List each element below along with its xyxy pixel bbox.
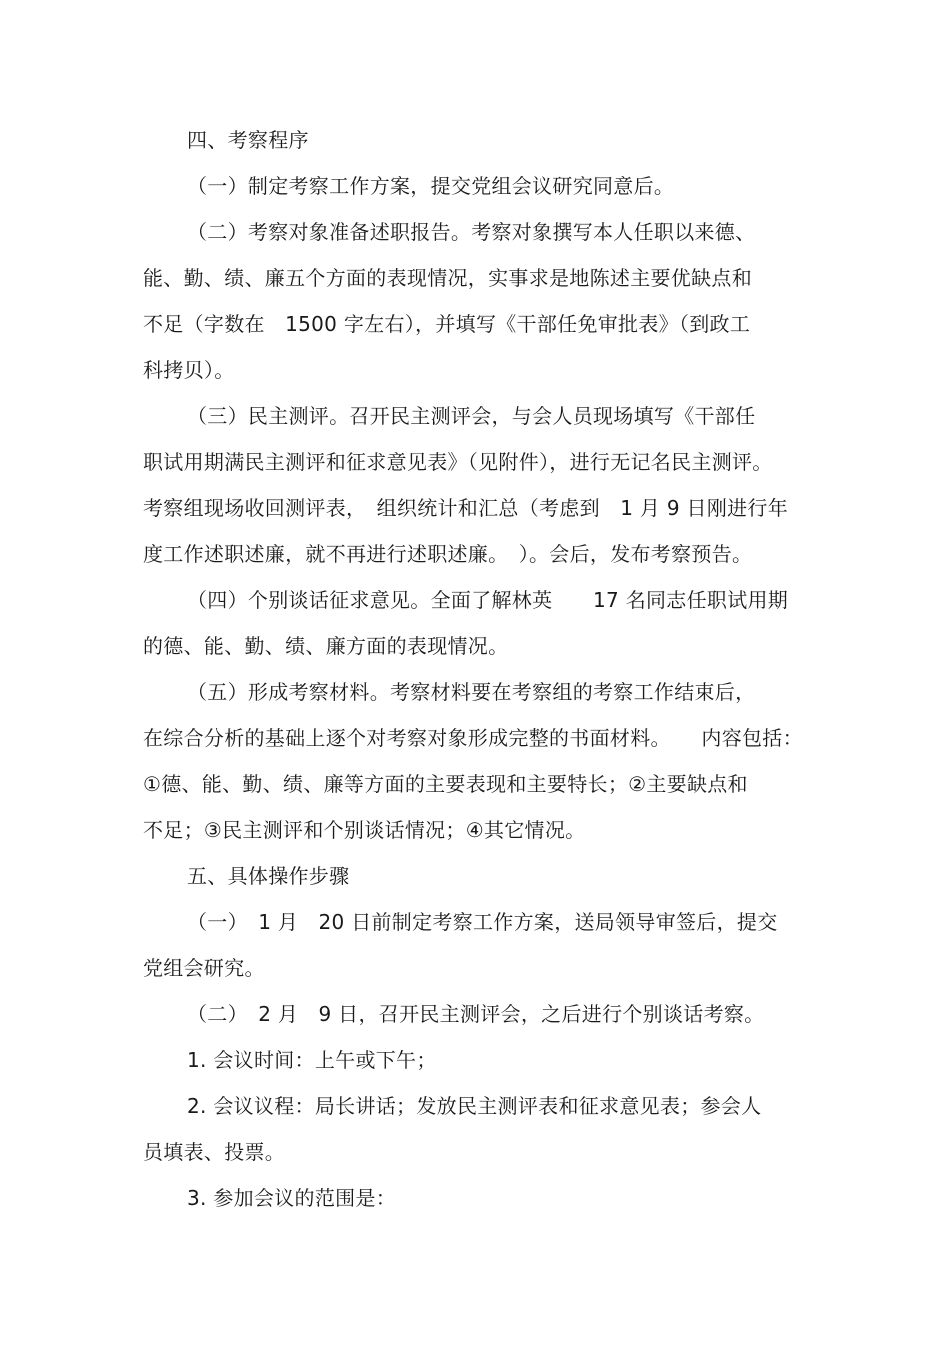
section-heading-4: 四、考察程序 (187, 128, 309, 152)
paragraph-line: （二）考察对象准备述职报告。考察对象撰写本人任职以来德、 (187, 220, 756, 244)
paragraph-line: 职试用期满民主测评和征求意见表》（见附件），进行无记名民主测评。 (143, 450, 773, 474)
paragraph-line: 在综合分析的基础上逐个对考察对象形成完整的书面材料。 内容包括： (143, 726, 803, 750)
paragraph-line: 员填表、投票。 (143, 1140, 286, 1164)
paragraph-line: 不足；③民主测评和个别谈话情况；④其它情况。 (143, 818, 586, 842)
paragraph-line: 能、勤、绩、廉五个方面的表现情况，实事求是地陈述主要优缺点和 (143, 266, 752, 290)
paragraph-line: 科拷贝）。 (143, 358, 235, 382)
paragraph-line: 考察组现场收回测评表， 组织统计和汇总（考虑到 1 月 9 日刚进行年 (143, 496, 789, 520)
paragraph-line: 2. 会议议程：局长讲话；发放民主测评表和征求意见表；参会人 (187, 1094, 762, 1118)
paragraph-line: （二） 2 月 9 日，召开民主测评会，之后进行个别谈话考察。 (187, 1002, 765, 1026)
paragraph-line: 党组会研究。 (143, 956, 265, 980)
paragraph-line: （三）民主测评。召开民主测评会，与会人员现场填写《干部任 (187, 404, 756, 428)
paragraph-line: 的德、能、勤、绩、廉方面的表现情况。 (143, 634, 509, 658)
section-heading-5: 五、具体操作步骤 (187, 864, 350, 888)
paragraph-line: （一） 1 月 20 日前制定考察工作方案，送局领导审签后，提交 (187, 910, 778, 934)
paragraph-line: （四）个别谈话征求意见。全面了解林英 17 名同志任职试用期 (187, 588, 789, 612)
paragraph-line: 3. 参加会议的范围是： (187, 1186, 397, 1210)
paragraph-line: 度工作述职述廉，就不再进行述职述廉。 ）。会后，发布考察预告。 (143, 542, 753, 566)
paragraph-line: （一）制定考察工作方案，提交党组会议研究同意后。 (187, 174, 675, 198)
paragraph-line: （五）形成考察材料。考察材料要在考察组的考察工作结束后， (187, 680, 756, 704)
paragraph-line: 1. 会议时间：上午或下午； (187, 1048, 437, 1072)
paragraph-line: ①德、能、勤、绩、廉等方面的主要表现和主要特长；②主要缺点和 (143, 772, 748, 796)
paragraph-line: 不足（字数在 1500 字左右），并填写《干部任免审批表》（到政工 (143, 312, 751, 336)
